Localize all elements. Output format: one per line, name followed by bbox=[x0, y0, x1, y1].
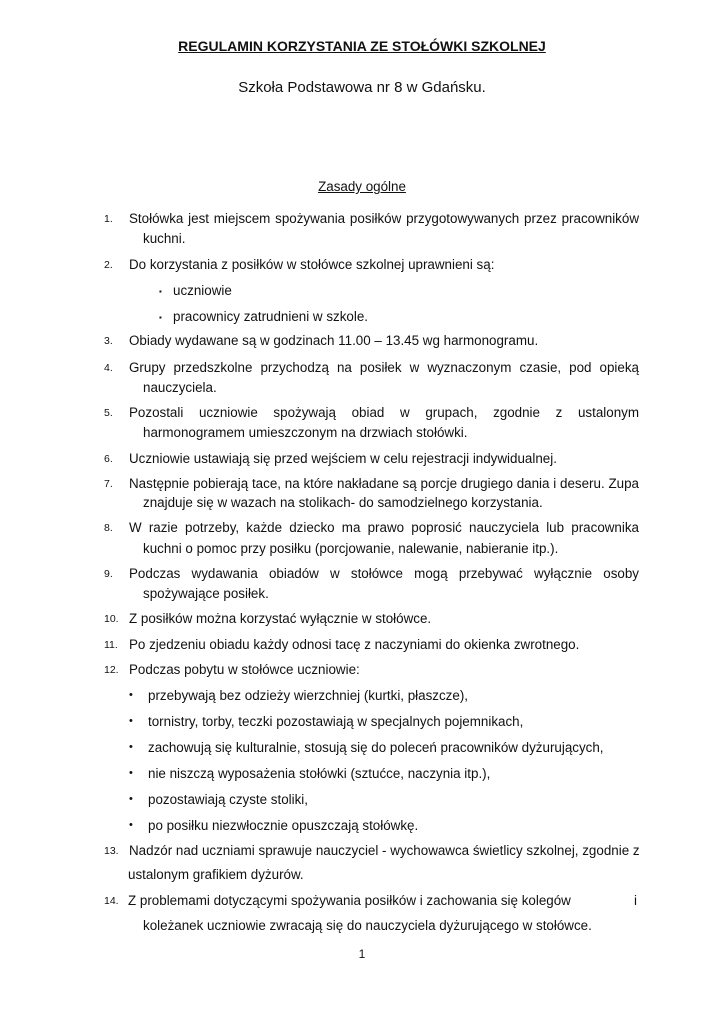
sub-list-item: uczniowie bbox=[173, 283, 232, 298]
item-text-line: koleżanek uczniowie zwracają się do nauczyciela dyżurującego w stołówce. bbox=[143, 918, 592, 933]
item-text-line: Stołówka jest miejscem spożywania posiłków przygotowywanych przez pracowników bbox=[129, 211, 639, 226]
item-text-line: harmonogramem umieszczonym na drzwiach stołówki. bbox=[143, 425, 468, 440]
bullet-icon: • bbox=[129, 819, 133, 831]
item-number: 12. bbox=[104, 664, 119, 676]
bullet-icon: • bbox=[129, 715, 133, 727]
square-bullet-icon: ▪ bbox=[159, 313, 162, 322]
item-number: 13. bbox=[104, 845, 119, 857]
bullet-icon: • bbox=[129, 689, 133, 701]
item-number: 8. bbox=[104, 522, 113, 534]
item-text-line: kuchni. bbox=[143, 231, 186, 246]
item-number: 10. bbox=[104, 613, 119, 625]
item-text-line: Z posiłków można korzystać wyłącznie w stołówce. bbox=[129, 611, 432, 626]
item-number: 5. bbox=[104, 407, 113, 419]
bullet-item: pozostawiają czyste stoliki, bbox=[148, 792, 309, 807]
item-text-line: Nadzór nad uczniami sprawuje nauczyciel - wychowawca świetlicy szkolnej, zgodnie z bbox=[129, 843, 640, 858]
bullet-item: po posiłku niezwłocznie opuszczają stołówkę. bbox=[148, 818, 419, 833]
item-text-line: Do korzystania z posiłków w stołówce szkolnej uprawnieni są: bbox=[129, 257, 495, 272]
item-number: 7. bbox=[104, 478, 113, 490]
item-number: 14. bbox=[104, 895, 119, 907]
document-title: REGULAMIN KORZYSTANIA ZE STOŁÓWKI SZKOLNEJ bbox=[178, 38, 546, 54]
item-text-line: Podczas pobytu w stołówce uczniowie: bbox=[129, 662, 360, 677]
bullet-icon: • bbox=[129, 767, 133, 779]
item-number: 2. bbox=[104, 259, 113, 271]
item-text-line: Grupy przedszkolne przychodzą na posiłek w wyznaczonym czasie, pod opieką bbox=[129, 360, 639, 375]
item-text-line: ustalonym grafikiem dyżurów. bbox=[128, 867, 304, 882]
item-text-line: kuchni o pomoc przy posiłku (porcjowanie, nalewanie, nabieranie itp.). bbox=[143, 541, 559, 556]
item-number: 6. bbox=[104, 453, 113, 465]
item-text-line: W razie potrzeby, każde dziecko ma prawo poprosić nauczyciela lub pracownika bbox=[129, 520, 639, 535]
item-text-line: nauczyciela. bbox=[143, 380, 217, 395]
bullet-item: tornistry, torby, teczki pozostawiają w specjalnych pojemnikach, bbox=[148, 714, 524, 729]
item-text-line: Podczas wydawania obiadów w stołówce mogą przebywać wyłącznie osoby bbox=[129, 566, 639, 581]
item-text-line: Z problemami dotyczącymi spożywania posiłków i zachowania się kolegów bbox=[128, 893, 571, 908]
item-text-line: Obiady wydawane są w godzinach 11.00 – 13.45 wg harmonogramu. bbox=[129, 333, 539, 348]
sub-list-item: pracownicy zatrudnieni w szkole. bbox=[173, 309, 368, 324]
square-bullet-icon: ▪ bbox=[159, 287, 162, 296]
item-text-line: Następnie pobierają tace, na które nakładane są porcje drugiego dania i deseru. Zupa bbox=[129, 476, 639, 491]
section-heading: Zasady ogólne bbox=[318, 179, 406, 194]
page-number: 1 bbox=[358, 947, 366, 961]
item-text-line: Pozostali uczniowie spożywają obiad w grupach, zgodnie z ustalonym bbox=[129, 405, 639, 420]
item-number: 3. bbox=[104, 335, 113, 347]
bullet-item: zachowują się kulturalnie, stosują się do poleceń pracowników dyżurujących, bbox=[148, 740, 604, 755]
bullet-icon: • bbox=[129, 793, 133, 805]
bullet-icon: • bbox=[129, 741, 133, 753]
item-number: 9. bbox=[104, 568, 113, 580]
bullet-item: przebywają bez odzieży wierzchniej (kurtki, płaszcze), bbox=[148, 688, 469, 703]
bullet-item: nie niszczą wyposażenia stołówki (sztućce, naczynia itp.), bbox=[148, 766, 491, 781]
item-number: 4. bbox=[104, 362, 113, 374]
item-number: 11. bbox=[104, 639, 118, 651]
item-text-line: spożywające posiłek. bbox=[143, 586, 269, 601]
document-subtitle: Szkoła Podstawowa nr 8 w Gdańsku. bbox=[238, 79, 486, 96]
item-text-line: znajduje się w wazach na stolikach- do samodzielnego korzystania. bbox=[143, 495, 543, 510]
item-text-line: i bbox=[634, 893, 637, 908]
item-number: 1. bbox=[104, 213, 113, 225]
item-text-line: Po zjedzeniu obiadu każdy odnosi tacę z naczyniami do okienka zwrotnego. bbox=[129, 637, 580, 652]
item-text-line: Uczniowie ustawiają się przed wejściem w celu rejestracji indywidualnej. bbox=[129, 451, 557, 466]
